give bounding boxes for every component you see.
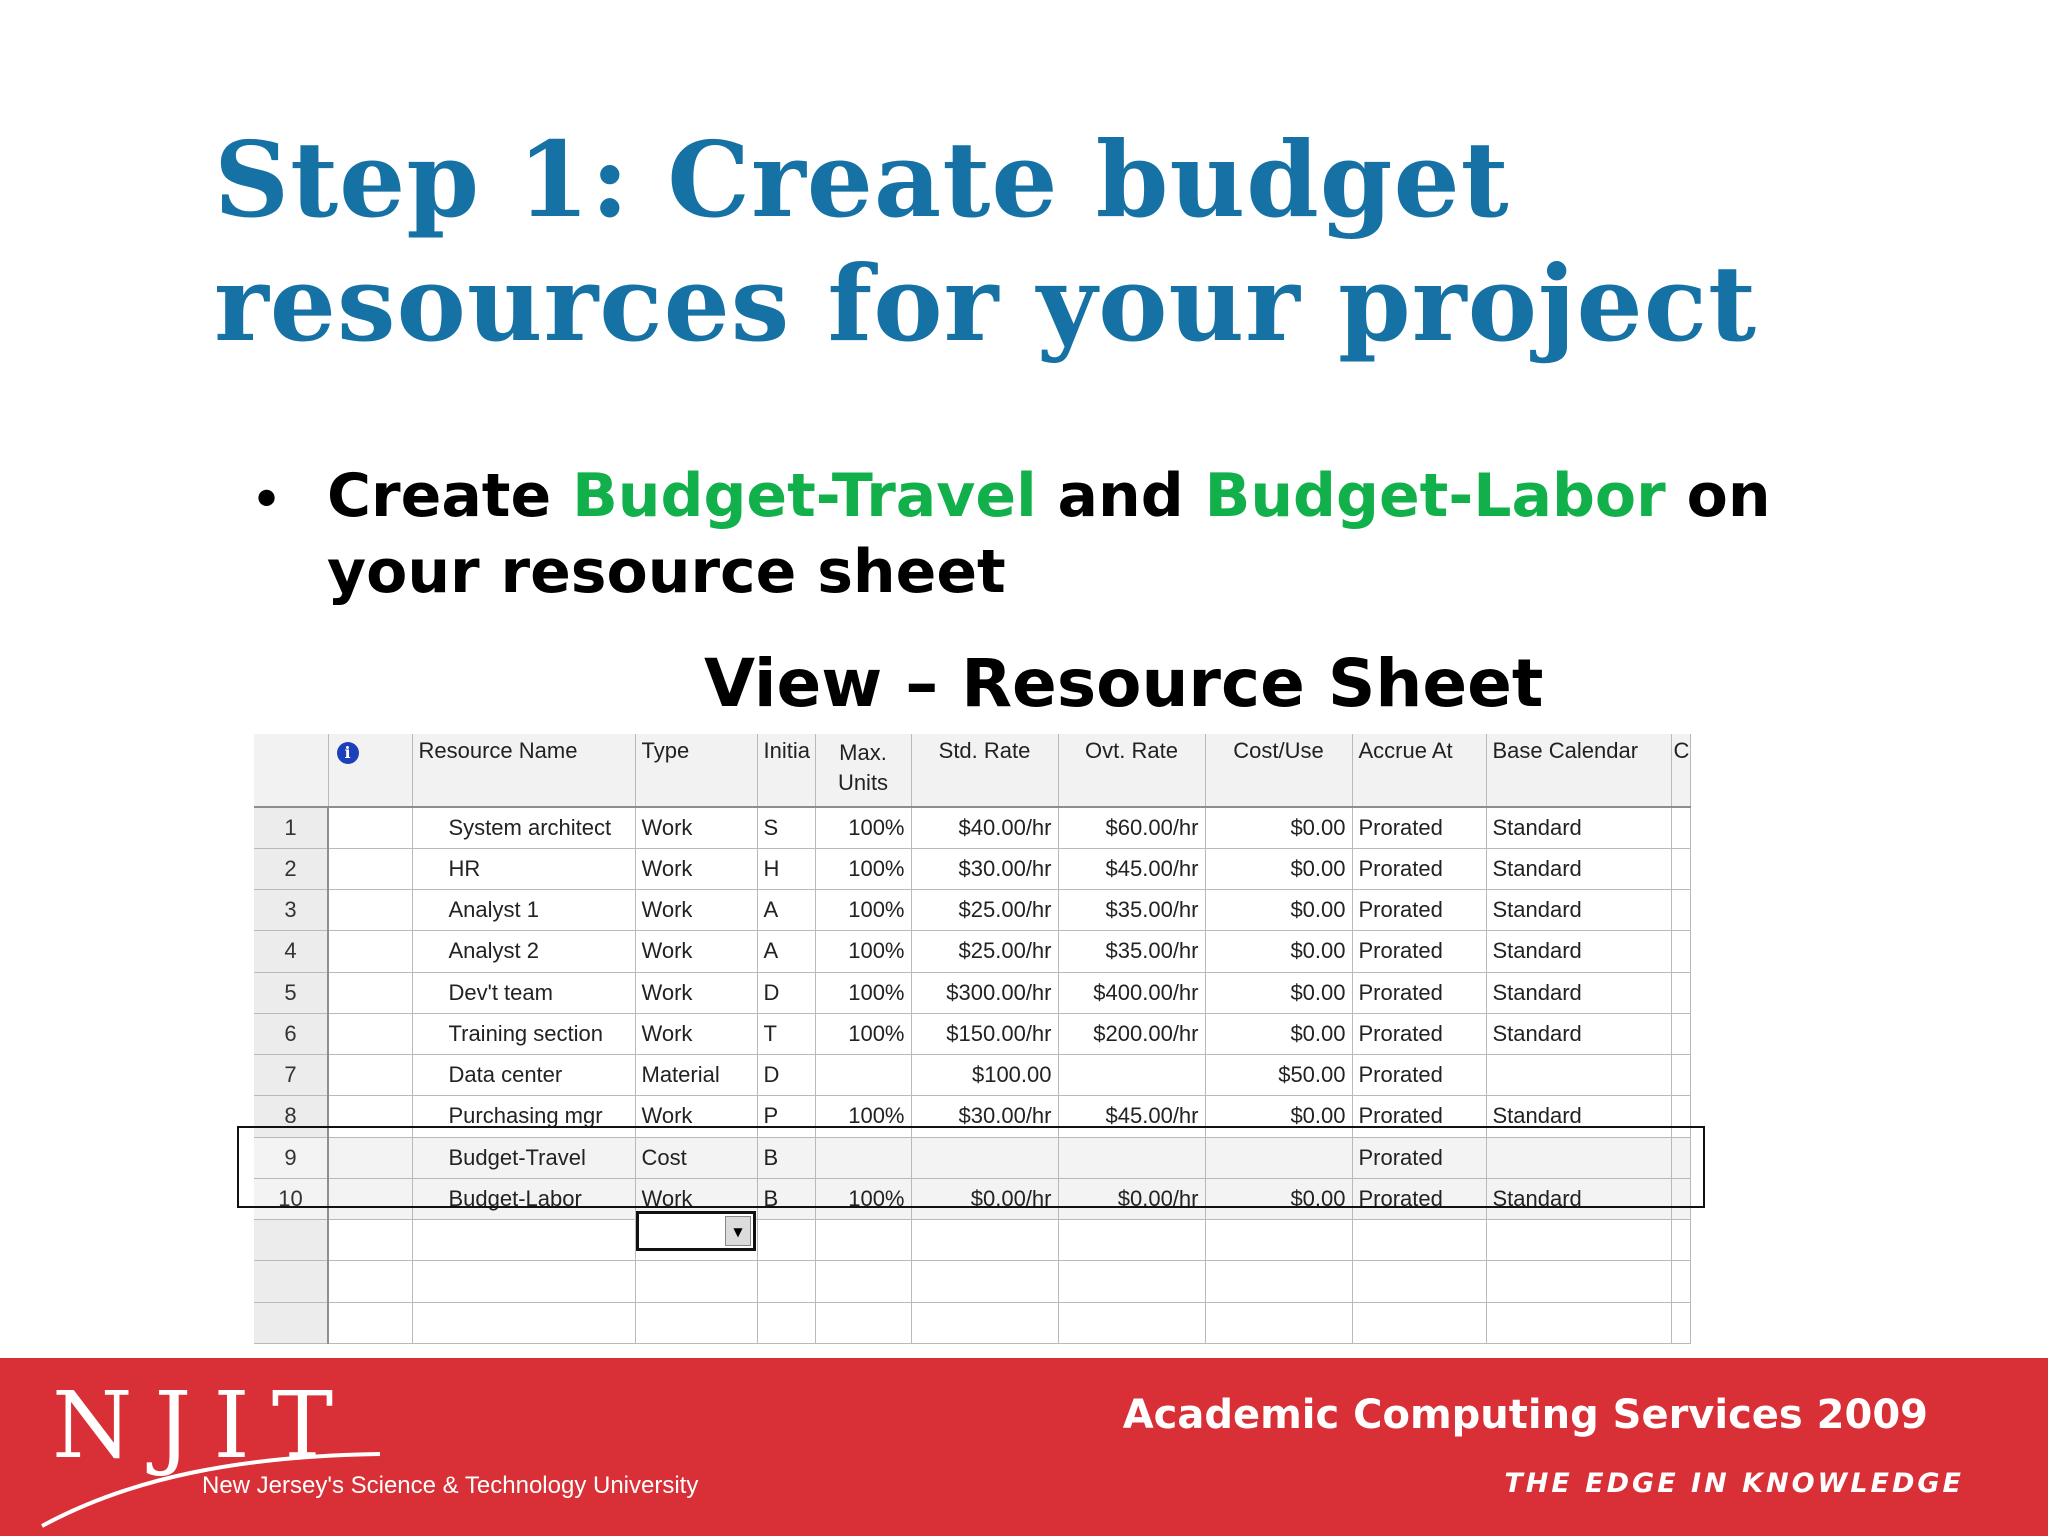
type-cell[interactable]: Work bbox=[635, 931, 757, 972]
resource-name-cell[interactable] bbox=[412, 1261, 635, 1302]
resource-sheet-table bbox=[254, 734, 1691, 1344]
code-cell[interactable] bbox=[1671, 1137, 1690, 1178]
org-name: Academic Computing Services 2009 bbox=[1122, 1392, 1928, 1438]
accrue-at-cell[interactable]: Prorated bbox=[1352, 1055, 1486, 1096]
njit-logo: NJIT bbox=[52, 1372, 356, 1479]
type-cell[interactable]: Work bbox=[635, 1096, 757, 1137]
cost-use-cell[interactable]: $0.00 bbox=[1205, 972, 1352, 1013]
type-cell[interactable]: Work bbox=[635, 1013, 757, 1054]
resource-name-cell[interactable] bbox=[412, 1220, 635, 1261]
indicator-cell[interactable] bbox=[328, 931, 412, 972]
table-row-empty[interactable] bbox=[254, 1261, 1690, 1302]
std-rate-cell[interactable] bbox=[911, 1302, 1058, 1343]
accrue-at-cell[interactable]: Prorated bbox=[1352, 1096, 1486, 1137]
type-cell[interactable]: Cost bbox=[635, 1137, 757, 1178]
header-max-units[interactable]: Max. Units bbox=[815, 734, 911, 807]
type-dropdown[interactable] bbox=[636, 1211, 756, 1251]
initials-cell[interactable] bbox=[757, 1302, 815, 1343]
ovt-rate-cell[interactable]: $200.00/hr bbox=[1058, 1013, 1205, 1054]
std-rate-cell[interactable]: $0.00/hr bbox=[911, 1178, 1058, 1219]
resource-name-cell[interactable]: Budget-Labor bbox=[412, 1178, 635, 1219]
initials-cell[interactable] bbox=[757, 1220, 815, 1261]
base-calendar-cell[interactable] bbox=[1486, 1137, 1671, 1178]
resource-name-cell[interactable]: Data center bbox=[412, 1055, 635, 1096]
ovt-rate-cell[interactable] bbox=[1058, 1220, 1205, 1261]
std-rate-cell[interactable]: $100.00 bbox=[911, 1055, 1058, 1096]
type-cell[interactable] bbox=[635, 1302, 757, 1343]
initials-cell[interactable]: B bbox=[757, 1137, 815, 1178]
cost-use-cell[interactable]: $0.00 bbox=[1205, 848, 1352, 889]
resource-name-cell[interactable]: Analyst 2 bbox=[412, 931, 635, 972]
row-id[interactable]: 6 bbox=[254, 1013, 328, 1054]
type-cell[interactable]: Work bbox=[635, 848, 757, 889]
code-cell[interactable] bbox=[1671, 1220, 1690, 1261]
indicator-cell[interactable] bbox=[328, 1137, 412, 1178]
ovt-rate-cell[interactable]: $0.00/hr bbox=[1058, 1178, 1205, 1219]
max-units-cell[interactable]: 100% bbox=[815, 1178, 911, 1219]
max-units-cell[interactable]: 100% bbox=[815, 1013, 911, 1054]
code-cell[interactable] bbox=[1671, 1096, 1690, 1137]
ovt-rate-cell[interactable]: $60.00/hr bbox=[1058, 807, 1205, 848]
resource-name-cell[interactable]: Purchasing mgr bbox=[412, 1096, 635, 1137]
indicator-cell[interactable] bbox=[328, 972, 412, 1013]
initials-cell[interactable]: T bbox=[757, 1013, 815, 1054]
base-calendar-cell[interactable]: Standard bbox=[1486, 848, 1671, 889]
std-rate-cell[interactable]: $150.00/hr bbox=[911, 1013, 1058, 1054]
code-cell[interactable] bbox=[1671, 1013, 1690, 1054]
resource-name-cell[interactable] bbox=[412, 1302, 635, 1343]
cost-use-cell[interactable]: $0.00 bbox=[1205, 1013, 1352, 1054]
table-row-budget-travel[interactable] bbox=[254, 1137, 1690, 1178]
max-units-cell[interactable]: 100% bbox=[815, 807, 911, 848]
cost-use-cell[interactable] bbox=[1205, 1261, 1352, 1302]
table-row[interactable] bbox=[254, 890, 1690, 931]
cost-use-cell[interactable] bbox=[1205, 1220, 1352, 1261]
row-id[interactable]: 3 bbox=[254, 890, 328, 931]
ovt-rate-cell[interactable] bbox=[1058, 1302, 1205, 1343]
type-cell[interactable]: Work bbox=[635, 807, 757, 848]
slogan: THE EDGE IN KNOWLEDGE bbox=[1504, 1468, 1964, 1499]
max-units-cell[interactable] bbox=[815, 1220, 911, 1261]
std-rate-cell[interactable]: $25.00/hr bbox=[911, 890, 1058, 931]
bullet-dot-icon: • bbox=[250, 468, 284, 533]
indicator-cell[interactable] bbox=[328, 890, 412, 931]
accrue-at-cell[interactable]: Prorated bbox=[1352, 848, 1486, 889]
resource-name-cell[interactable]: Analyst 1 bbox=[412, 890, 635, 931]
base-calendar-cell[interactable] bbox=[1486, 1261, 1671, 1302]
ovt-rate-cell[interactable] bbox=[1058, 1055, 1205, 1096]
accrue-at-cell[interactable]: Prorated bbox=[1352, 1013, 1486, 1054]
bullet-part3: on your resource sheet bbox=[327, 461, 1771, 607]
ovt-rate-cell[interactable]: $45.00/hr bbox=[1058, 848, 1205, 889]
base-calendar-cell[interactable] bbox=[1486, 1055, 1671, 1096]
max-units-cell[interactable]: 100% bbox=[815, 890, 911, 931]
code-cell[interactable] bbox=[1671, 890, 1690, 931]
table-row[interactable] bbox=[254, 1096, 1690, 1137]
header-ovt-rate[interactable]: Ovt. Rate bbox=[1058, 734, 1205, 807]
base-calendar-cell[interactable] bbox=[1486, 1220, 1671, 1261]
ovt-rate-cell[interactable] bbox=[1058, 1137, 1205, 1178]
code-cell[interactable] bbox=[1671, 1055, 1690, 1096]
max-units-cell[interactable] bbox=[815, 1261, 911, 1302]
row-id[interactable]: 10 bbox=[254, 1178, 328, 1219]
initials-cell[interactable]: B bbox=[757, 1178, 815, 1219]
indicator-cell[interactable] bbox=[328, 1096, 412, 1137]
accrue-at-cell[interactable]: Prorated bbox=[1352, 1137, 1486, 1178]
ovt-rate-cell[interactable] bbox=[1058, 1261, 1205, 1302]
bullet-point bbox=[250, 458, 1900, 610]
base-calendar-cell[interactable]: Standard bbox=[1486, 807, 1671, 848]
initials-cell[interactable]: A bbox=[757, 890, 815, 931]
header-type[interactable]: Type bbox=[635, 734, 757, 807]
std-rate-cell[interactable]: $40.00/hr bbox=[911, 807, 1058, 848]
view-subheading: View – Resource Sheet bbox=[704, 645, 1544, 722]
row-id[interactable]: 5 bbox=[254, 972, 328, 1013]
initials-cell[interactable]: H bbox=[757, 848, 815, 889]
table-row-empty[interactable] bbox=[254, 1302, 1690, 1343]
max-units-cell[interactable]: 100% bbox=[815, 931, 911, 972]
code-cell[interactable] bbox=[1671, 807, 1690, 848]
std-rate-cell[interactable]: $300.00/hr bbox=[911, 972, 1058, 1013]
indicator-cell[interactable] bbox=[328, 1220, 412, 1261]
header-resource-name[interactable]: Resource Name bbox=[412, 734, 635, 807]
max-units-cell[interactable]: 100% bbox=[815, 1096, 911, 1137]
type-cell[interactable]: Work bbox=[635, 1178, 757, 1219]
table-row[interactable] bbox=[254, 931, 1690, 972]
table-row[interactable] bbox=[254, 848, 1690, 889]
table-row[interactable] bbox=[254, 1055, 1690, 1096]
resource-name-cell[interactable]: Dev't team bbox=[412, 972, 635, 1013]
std-rate-cell[interactable]: $30.00/hr bbox=[911, 848, 1058, 889]
info-icon: i bbox=[337, 742, 359, 764]
std-rate-cell[interactable]: $25.00/hr bbox=[911, 931, 1058, 972]
row-id[interactable] bbox=[254, 1220, 328, 1261]
max-units-cell[interactable] bbox=[815, 1055, 911, 1096]
max-units-cell[interactable]: 100% bbox=[815, 972, 911, 1013]
header-code[interactable]: C bbox=[1671, 734, 1690, 807]
initials-cell[interactable]: P bbox=[757, 1096, 815, 1137]
type-cell[interactable]: Work bbox=[635, 890, 757, 931]
initials-cell[interactable]: D bbox=[757, 1055, 815, 1096]
base-calendar-cell[interactable]: Standard bbox=[1486, 1178, 1671, 1219]
row-id[interactable]: 2 bbox=[254, 848, 328, 889]
cost-use-cell[interactable]: $0.00 bbox=[1205, 807, 1352, 848]
cost-use-cell[interactable]: $0.00 bbox=[1205, 1096, 1352, 1137]
initials-cell[interactable]: S bbox=[757, 807, 815, 848]
max-units-cell[interactable] bbox=[815, 1137, 911, 1178]
base-calendar-cell[interactable]: Standard bbox=[1486, 1013, 1671, 1054]
type-cell[interactable]: Work bbox=[635, 972, 757, 1013]
accrue-at-cell[interactable]: Prorated bbox=[1352, 807, 1486, 848]
table-row-empty[interactable] bbox=[254, 1220, 1690, 1261]
base-calendar-cell[interactable]: Standard bbox=[1486, 972, 1671, 1013]
bullet-text bbox=[327, 458, 1900, 610]
accrue-at-cell[interactable]: Prorated bbox=[1352, 890, 1486, 931]
indicator-cell[interactable] bbox=[328, 1302, 412, 1343]
accrue-at-cell[interactable] bbox=[1352, 1302, 1486, 1343]
ovt-rate-cell[interactable]: $35.00/hr bbox=[1058, 931, 1205, 972]
accrue-at-cell[interactable] bbox=[1352, 1220, 1486, 1261]
row-id[interactable]: 4 bbox=[254, 931, 328, 972]
indicator-cell[interactable] bbox=[328, 848, 412, 889]
table-row[interactable] bbox=[254, 972, 1690, 1013]
std-rate-cell[interactable] bbox=[911, 1137, 1058, 1178]
base-calendar-cell[interactable]: Standard bbox=[1486, 931, 1671, 972]
code-cell[interactable] bbox=[1671, 1261, 1690, 1302]
code-cell[interactable] bbox=[1671, 1178, 1690, 1219]
cost-use-cell[interactable]: $0.00 bbox=[1205, 1178, 1352, 1219]
ovt-rate-cell[interactable]: $45.00/hr bbox=[1058, 1096, 1205, 1137]
bullet-part1: Create bbox=[327, 461, 573, 531]
max-units-cell[interactable]: 100% bbox=[815, 848, 911, 889]
header-accrue-at[interactable]: Accrue At bbox=[1352, 734, 1486, 807]
indicator-cell[interactable] bbox=[328, 1013, 412, 1054]
std-rate-cell[interactable] bbox=[911, 1261, 1058, 1302]
max-units-cell[interactable] bbox=[815, 1302, 911, 1343]
cost-use-cell[interactable]: $50.00 bbox=[1205, 1055, 1352, 1096]
resource-name-cell[interactable]: Budget-Travel bbox=[412, 1137, 635, 1178]
ovt-rate-cell[interactable]: $400.00/hr bbox=[1058, 972, 1205, 1013]
table-row[interactable] bbox=[254, 807, 1690, 848]
logo-tagline: New Jersey's Science & Technology University bbox=[202, 1472, 699, 1499]
base-calendar-cell[interactable]: Standard bbox=[1486, 1096, 1671, 1137]
bullet-part2: and bbox=[1036, 461, 1205, 531]
accrue-at-cell[interactable]: Prorated bbox=[1352, 972, 1486, 1013]
resource-name-cell[interactable]: Training section bbox=[412, 1013, 635, 1054]
cost-use-cell[interactable]: $0.00 bbox=[1205, 931, 1352, 972]
resource-name-cell[interactable]: HR bbox=[412, 848, 635, 889]
accrue-at-cell[interactable] bbox=[1352, 1261, 1486, 1302]
cost-use-cell[interactable] bbox=[1205, 1302, 1352, 1343]
cost-use-cell[interactable] bbox=[1205, 1137, 1352, 1178]
row-id[interactable]: 9 bbox=[254, 1137, 328, 1178]
row-id[interactable]: 7 bbox=[254, 1055, 328, 1096]
slide-title: Step 1: Create budget resources for your project bbox=[214, 118, 1758, 365]
indicator-cell[interactable] bbox=[328, 807, 412, 848]
row-id[interactable]: 8 bbox=[254, 1096, 328, 1137]
table-row-budget-labor[interactable] bbox=[254, 1178, 1690, 1219]
type-cell[interactable] bbox=[635, 1261, 757, 1302]
initials-cell[interactable]: D bbox=[757, 972, 815, 1013]
code-cell[interactable] bbox=[1671, 848, 1690, 889]
ovt-rate-cell[interactable]: $35.00/hr bbox=[1058, 890, 1205, 931]
header-select-all[interactable] bbox=[254, 734, 328, 807]
bullet-highlight-budget-travel: Budget-Travel bbox=[572, 461, 1037, 531]
resource-name-cell[interactable]: System architect bbox=[412, 807, 635, 848]
row-id[interactable] bbox=[254, 1261, 328, 1302]
bullet-highlight-budget-labor: Budget-Labor bbox=[1204, 461, 1666, 531]
chevron-down-icon[interactable]: ▼ bbox=[725, 1216, 751, 1246]
row-id[interactable]: 1 bbox=[254, 807, 328, 848]
indicator-cell[interactable] bbox=[328, 1178, 412, 1219]
indicator-cell[interactable] bbox=[328, 1055, 412, 1096]
indicator-cell[interactable] bbox=[328, 1261, 412, 1302]
initials-cell[interactable] bbox=[757, 1261, 815, 1302]
initials-cell[interactable]: A bbox=[757, 931, 815, 972]
header-std-rate[interactable]: Std. Rate bbox=[911, 734, 1058, 807]
base-calendar-cell[interactable] bbox=[1486, 1302, 1671, 1343]
type-cell[interactable]: Material bbox=[635, 1055, 757, 1096]
header-cost-use[interactable]: Cost/Use bbox=[1205, 734, 1352, 807]
code-cell[interactable] bbox=[1671, 931, 1690, 972]
header-initials[interactable]: Initia bbox=[757, 734, 815, 807]
table-row[interactable] bbox=[254, 1013, 1690, 1054]
base-calendar-cell[interactable]: Standard bbox=[1486, 890, 1671, 931]
accrue-at-cell[interactable]: Prorated bbox=[1352, 931, 1486, 972]
table-header-row bbox=[254, 734, 1690, 807]
code-cell[interactable] bbox=[1671, 972, 1690, 1013]
code-cell[interactable] bbox=[1671, 1302, 1690, 1343]
accrue-at-cell[interactable]: Prorated bbox=[1352, 1178, 1486, 1219]
footer-banner bbox=[0, 1358, 2048, 1536]
header-indicators[interactable] bbox=[328, 734, 412, 807]
row-id[interactable] bbox=[254, 1302, 328, 1343]
header-base-calendar[interactable]: Base Calendar bbox=[1486, 734, 1671, 807]
std-rate-cell[interactable]: $30.00/hr bbox=[911, 1096, 1058, 1137]
cost-use-cell[interactable]: $0.00 bbox=[1205, 890, 1352, 931]
std-rate-cell[interactable] bbox=[911, 1220, 1058, 1261]
